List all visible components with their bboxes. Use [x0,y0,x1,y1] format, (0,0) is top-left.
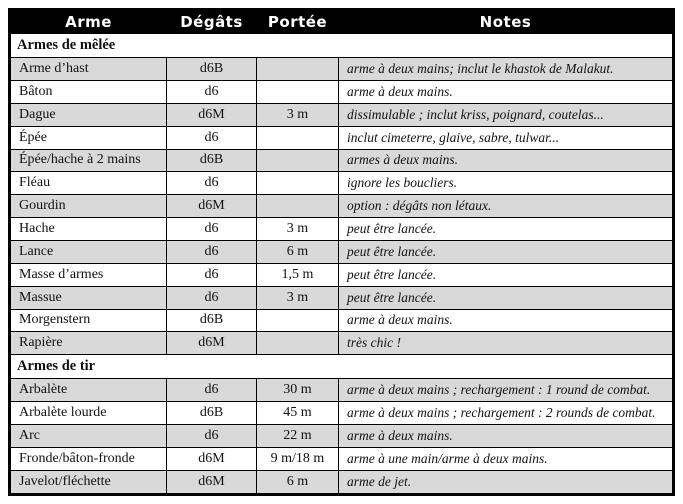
range-cell: 45 m [257,402,339,425]
weapon-row [10,447,674,470]
weapon-name-cell: Rapière [10,332,167,355]
damage-cell: d6 [167,263,257,286]
notes-cell: peut être lancée. [339,286,674,309]
notes-cell: très chic ! [339,332,674,355]
range-cell: 30 m [257,379,339,402]
notes-cell: arme de jet. [339,470,674,494]
range-cell: 3 m [257,286,339,309]
weapons-table-body [10,34,674,495]
column-header-notes: Notes [339,10,674,34]
notes-cell: arme à deux mains; inclut le khastok de Malakut. [339,58,674,81]
damage-cell: d6M [167,195,257,218]
range-cell: 1,5 m [257,263,339,286]
notes-cell: arme à deux mains. [339,80,674,103]
notes-cell: arme à une main/arme à deux mains. [339,447,674,470]
weapon-name-cell: Hache [10,218,167,241]
range-cell [257,149,339,172]
weapon-row [10,286,674,309]
damage-cell: d6M [167,447,257,470]
weapon-name-cell: Massue [10,286,167,309]
damage-cell: d6 [167,379,257,402]
section-title: Armes de tir [10,355,674,379]
column-header-arme: Arme [10,10,167,34]
notes-cell: ignore les boucliers. [339,172,674,195]
weapon-row [10,218,674,241]
column-header-portee: Portée [257,10,339,34]
notes-cell: arme à deux mains. [339,309,674,332]
damage-cell: d6B [167,58,257,81]
damage-cell: d6B [167,309,257,332]
notes-cell: armes à deux mains. [339,149,674,172]
weapon-name-cell: Arc [10,425,167,448]
damage-cell: d6M [167,103,257,126]
weapon-row [10,240,674,263]
range-cell [257,80,339,103]
damage-cell: d6M [167,470,257,494]
damage-cell: d6M [167,332,257,355]
range-cell: 9 m/18 m [257,447,339,470]
weapon-name-cell: Masse d’armes [10,263,167,286]
weapon-name-cell: Épée/hache à 2 mains [10,149,167,172]
section-title: Armes de mêlée [10,34,674,58]
notes-cell: option : dégâts non létaux. [339,195,674,218]
notes-cell: peut être lancée. [339,218,674,241]
weapons-table [8,8,675,496]
weapon-name-cell: Lance [10,240,167,263]
section-header-row [10,34,674,58]
damage-cell: d6 [167,126,257,149]
weapon-row [10,58,674,81]
weapon-row [10,309,674,332]
weapon-name-cell: Fléau [10,172,167,195]
weapon-row [10,332,674,355]
range-cell [257,58,339,81]
range-cell [257,172,339,195]
weapon-row [10,263,674,286]
weapon-row [10,80,674,103]
damage-cell: d6 [167,172,257,195]
range-cell: 22 m [257,425,339,448]
range-cell: 6 m [257,240,339,263]
weapon-row [10,195,674,218]
notes-cell: peut être lancée. [339,240,674,263]
weapon-row [10,379,674,402]
weapon-name-cell: Arbalète [10,379,167,402]
table-header-row [10,10,674,34]
damage-cell: d6 [167,240,257,263]
notes-cell: dissimulable ; inclut kriss, poignard, coutelas... [339,103,674,126]
weapon-name-cell: Bâton [10,80,167,103]
weapon-name-cell: Arbalète lourde [10,402,167,425]
damage-cell: d6 [167,80,257,103]
range-cell [257,332,339,355]
notes-cell: inclut cimeterre, glaive, sabre, tulwar... [339,126,674,149]
weapon-row [10,149,674,172]
weapon-name-cell: Javelot/fléchette [10,470,167,494]
range-cell [257,309,339,332]
damage-cell: d6B [167,402,257,425]
column-header-degats: Dégâts [167,10,257,34]
notes-cell: arme à deux mains ; rechargement : 1 round de combat. [339,379,674,402]
notes-cell: peut être lancée. [339,263,674,286]
range-cell: 3 m [257,103,339,126]
weapon-name-cell: Épée [10,126,167,149]
section-header-row [10,355,674,379]
weapon-name-cell: Gourdin [10,195,167,218]
notes-cell: arme à deux mains. [339,425,674,448]
weapon-name-cell: Dague [10,103,167,126]
damage-cell: d6B [167,149,257,172]
notes-cell: arme à deux mains ; rechargement : 2 rounds de combat. [339,402,674,425]
weapon-name-cell: Arme d’hast [10,58,167,81]
weapon-row [10,126,674,149]
range-cell [257,126,339,149]
weapon-row [10,172,674,195]
range-cell [257,195,339,218]
weapon-row [10,402,674,425]
range-cell: 6 m [257,470,339,494]
weapon-row [10,425,674,448]
damage-cell: d6 [167,218,257,241]
damage-cell: d6 [167,425,257,448]
weapon-row [10,103,674,126]
weapon-row [10,470,674,494]
range-cell: 3 m [257,218,339,241]
weapon-name-cell: Morgenstern [10,309,167,332]
damage-cell: d6 [167,286,257,309]
weapon-name-cell: Fronde/bâton-fronde [10,447,167,470]
